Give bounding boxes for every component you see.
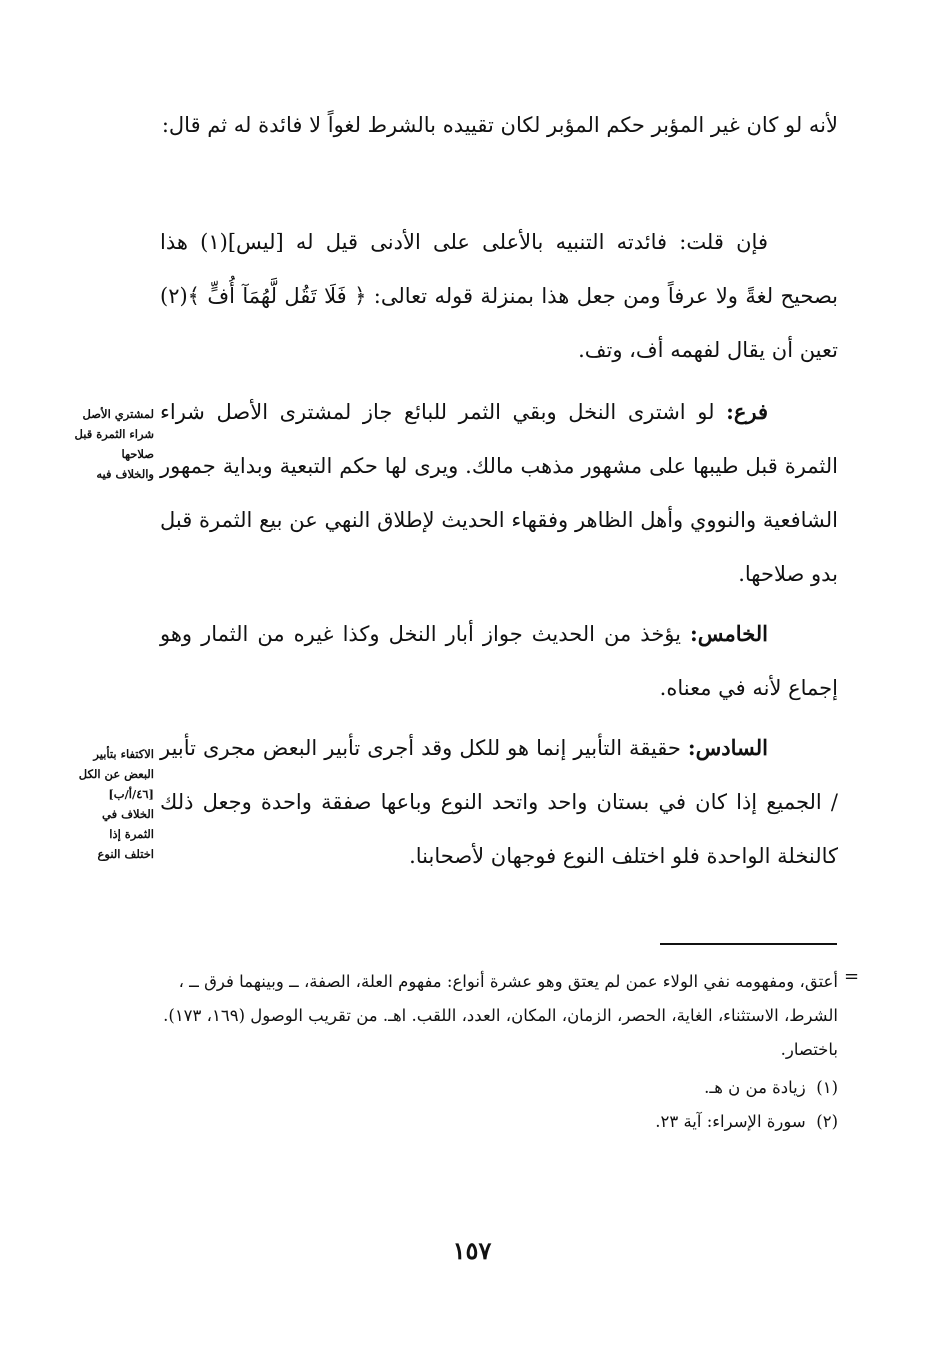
margin-note-line: شراء الثمرة قبل [74, 427, 154, 441]
footnote-2 [160, 1105, 838, 1139]
page-number: ١٥٧ [452, 1236, 492, 1265]
footnotes [160, 965, 838, 1139]
paragraph-3 [160, 385, 838, 601]
paragraph-5-lead: السادس: [687, 735, 768, 760]
margin-note-line: لمشتري الأصل [82, 407, 154, 421]
paragraph-2-text: فإن قلت: فائدته التنبيه بالأعلى على الأدنى قيل له [ليس](١) هذا بصحيح لغةً ولا عرفاً ومن جعل هذا بمنزلة قوله تعالى: ﴿ فَلَا تَقُل لَّهُمَآ أُفٍّ ﴾(٢) تعين أن يقال لفهمه أف، وتف. [160, 230, 838, 362]
margin-note-line: البعض عن الكل [78, 767, 154, 781]
margin-note-2 [58, 744, 154, 864]
footnote-continuation: أعتق، ومفهومه نفي الولاء عمن لم يعتق وهو عشرة أنواع: مفهوم العلة، الصفة، ــ وبينهما فرق ــ ، الشرط، الاستثناء، الغاية، الحصر، الزمان، المكان، العدد، اللقب. اهـ. من تقريب الوصول (١٦٩، ١٧٣). باختصار. [163, 972, 838, 1059]
paragraph-5 [160, 721, 838, 883]
margin-note-line: صلاحها [121, 447, 154, 461]
paragraph-3-text [160, 385, 838, 601]
footnote-2-text: سورة الإسراء: آية ٢٣. [655, 1112, 806, 1131]
paragraph-5-body: حقيقة التأبير إنما هو للكل وقد أجرى تأبير البعض مجرى تأبير / الجميع إذا كان في بستان واحد واتحد النوع وباعها صفقة واحدة وجعل ذلك كالنخلة الواحدة فلو اختلف النوع فوجهان لأصحابنا. [160, 736, 838, 868]
margin-note-line: والخلاف فيه [96, 467, 154, 481]
paragraph-2 [160, 215, 838, 377]
footnote-1 [160, 1071, 838, 1105]
paragraph-1 [160, 98, 838, 152]
paragraph-3-lead: فرع: [726, 399, 768, 424]
paragraph-4-text [160, 607, 838, 715]
footnote-2-number: (٢) [816, 1112, 838, 1131]
footnote-1-text: زيادة من ن هـ. [704, 1078, 806, 1097]
margin-note-line: الثمرة إذا [109, 827, 154, 841]
margin-note-line: الاكتفاء بتأبير [93, 747, 154, 761]
paragraph-5-text [160, 721, 838, 883]
paragraph-4-body: يؤخذ من الحديث جواز أبار النخل وكذا غيره من الثمار وهو إجماع لأنه في معناه. [160, 622, 838, 700]
margin-note-line: اختلف النوع [97, 847, 154, 861]
paragraph-4-lead: الخامس: [690, 621, 768, 646]
paragraph-4 [160, 607, 838, 715]
footnote-continuation-mark: = [844, 966, 860, 987]
footnote-divider [660, 943, 837, 945]
paragraph-1-text: لأنه لو كان غير المؤبر حكم المؤبر لكان تقييده بالشرط لغواً لا فائدة له ثم قال: [161, 113, 838, 137]
paragraph-3-body: لو اشترى النخل وبقي الثمر للبائع جاز لمشترى الأصل شراء الثمرة قبل طيبها على مشهور مذهب مالك. ويرى لها حكم التبعية وبداية جمهور الشافعية والنووي وأهل الظاهر وفقهاء الحديث لإطلاق النهي عن بيع الثمرة قبل بدو صلاحها. [160, 400, 839, 586]
footnote-1-number: (١) [816, 1078, 838, 1097]
margin-note-1 [58, 404, 154, 484]
margin-note-line: [٤٦/أ/ب] [108, 787, 154, 801]
margin-note-line: الخلاف في [102, 807, 154, 821]
